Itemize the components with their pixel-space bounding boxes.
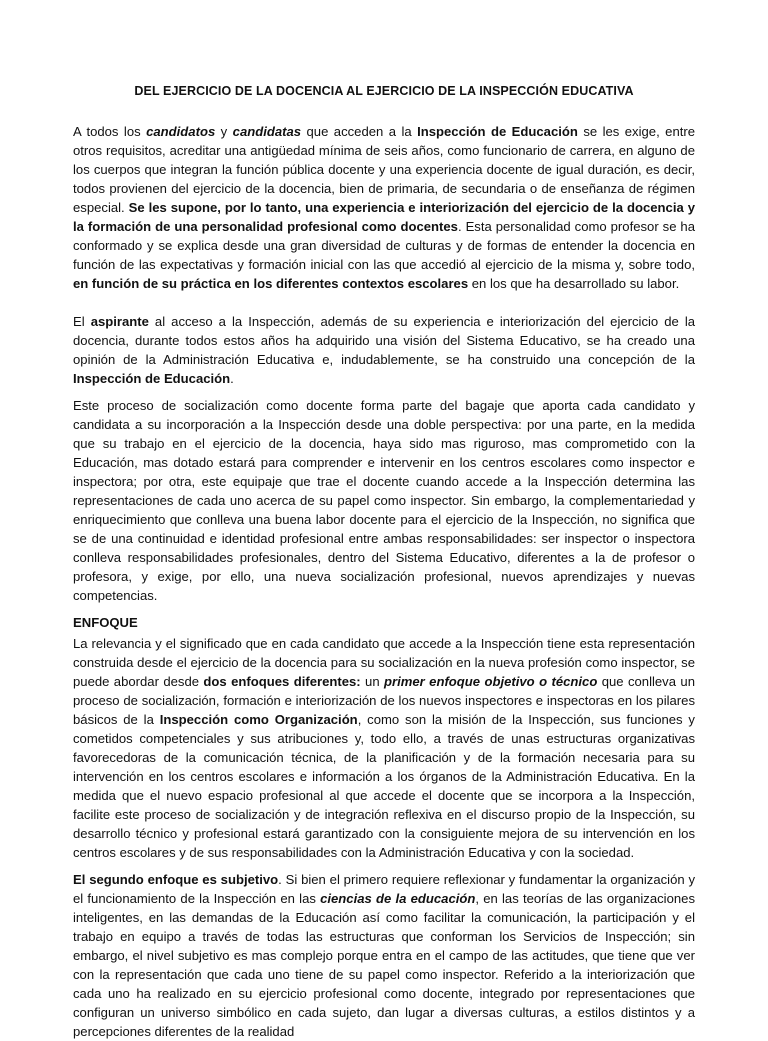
section-heading-enfoque: ENFOQUE (73, 615, 138, 630)
bold-funcion-practica: en función de su práctica en los diferentes contextos escolares (73, 276, 469, 291)
text-run: y (215, 124, 233, 139)
bold-segundo-enfoque: El segundo enfoque es subjetivo (73, 872, 279, 887)
text-run: se les exige, entre otros requisitos, acreditar una antigüedad mínima de seis años, como funcionario de carrera, en alguno de los cuerpos que integran la función pública docente y una experiencia docente de igual duración, es decir, todos provienen del ejercicio de la docencia, bien de primaria, de secundaria o de enseñanza de régimen especial. (73, 124, 696, 215)
text-run: que acceden a la (301, 124, 418, 139)
bold-inspeccion-educacion: Inspección de Educación (73, 371, 231, 386)
emphasis-candidatas: candidatas (232, 124, 302, 139)
text-run: en los que ha desarrollado su labor. (468, 276, 680, 291)
paragraph-candidatos (73, 122, 695, 293)
bold-inspeccion-organizacion: Inspección como Organización (159, 712, 358, 727)
text-run: El (73, 314, 91, 329)
text-run: . Esta personalidad como profesor se ha conformado y se explica desde una gran diversidad de culturas y de formas de entender la docencia en función de las expectativas y formación inicial con las que accedió al ejercicio de la misma y, sobre todo, (73, 219, 695, 272)
emphasis-candidatos: candidatos (146, 124, 216, 139)
text-run: un (360, 674, 385, 689)
text-run: que conlleva un proceso de socialización, formación e interiorización de los nuevos inspectores e inspectoras en los pilares básicos de la (73, 674, 695, 727)
text-run: , en las teorías de las organizaciones inteligentes, en las demandas de la Educación así como facilitar la comunicación, la participación y el trabajo en equipo a través de todas las estructuras que conforman los Servicios de Inspección; sin embargo, el nivel subjetivo es mas complejo porque entra en el campo de las actitudes, que tiene que ver con la representación que cada uno tiene de su papel como inspector. Referido a la interiorización que cada uno ha realizado en su ejercicio profesional como docente, integrado por representaciones que configuran un universo simbólico en cada sujeto, dan lugar a diversas culturas, a estilos distintos y a percepciones diferentes de la realidad (73, 891, 695, 1039)
text-run: . Si bien el primero requiere reflexionar y fundamentar la organización y el funcionamiento de la Inspección en las (73, 872, 696, 906)
emphasis-ciencias-educacion: ciencias de la educación (320, 891, 476, 906)
bold-dos-enfoques: dos enfoques diferentes: (203, 674, 361, 689)
text-run: A todos los (73, 124, 147, 139)
text-run: al acceso a la Inspección, además de su experiencia e interiorización del ejercicio de la docencia, durante todos estos años ha adquirido una visión del Sistema Educativo, se ha creado una opinión de la Administración Educativa e, indudablemente, se ha construido una concepción de la (73, 314, 696, 367)
document-page (73, 84, 695, 1041)
paragraph-aspirante (73, 312, 695, 388)
text-run: , como son la misión de la Inspección, sus funciones y cometidos competenciales y sus atribuciones y, todo ello, a través de unas estructuras organizativas favorecedoras de la comunicación técnica, de la planificación y de la formación necesaria para su intervención en los centros escolares e información a los órganos de la Administración Educativa. En la medida que el nuevo espacio profesional al que accede el docente que se incorpora a la Inspección, facilite este proceso de socialización y de integración reflexiva en el discurso propio de la Inspección, su desarrollo técnico y profesional estará garantizado con la consiguiente mejora de su intervención en los centros escolares y de sus responsabilidades con la Administración Educativa y con la sociedad. (73, 712, 695, 860)
text-run: La relevancia y el significado que en cada candidato que accede a la Inspección tiene esta representación construida desde el ejercicio de la docencia para su socialización en la nueva profesión como inspector, se puede abordar desde (73, 636, 695, 689)
paragraph-segundo-enfoque (73, 870, 695, 1041)
bold-inspeccion-educacion: Inspección de Educación (417, 124, 578, 139)
text-run: . (230, 371, 234, 386)
bold-se-les-supone: Se les supone, por lo tanto, una experiencia e interiorización del ejercicio de la docencia y la formación de una personalidad profesional como docentes (73, 200, 695, 234)
paragraph-relevancia (73, 634, 695, 862)
document-title: DEL EJERCICIO DE LA DOCENCIA AL EJERCICIO DE LA INSPECCIÓN EDUCATIVA (134, 84, 634, 98)
emphasis-primer-enfoque: primer enfoque objetivo o técnico (384, 674, 598, 689)
paragraph-socializacion: Este proceso de socialización como docente forma parte del bagaje que aporta cada candidato y candidata a su incorporación a la Inspección desde una doble perspectiva: por una parte, en la medida que su trabajo en el ejercicio de la docencia, haya sido mas riguroso, mas comprometido con la Educación, mas dotado estará para comprender e intervenir en los centros escolares como inspector e inspectora; por otra, este equipaje que trae el docente cuando accede a la Inspección determina las representaciones de cada uno acerca de su papel como inspector. Sin embargo, la complementariedad y enriquecimiento que conlleva una buena labor docente para el ejercicio de la Inspección, no significa que se de una continuidad e identidad profesional entre ambas responsabilidades: ser inspector o inspectora conlleva responsabilidades profesionales, dentro del Sistema Educativo, diferentes a la de profesor o profesora, y exige, por ello, una nueva socialización profesional, nuevos aprendizajes y nuevas competencias. (73, 398, 695, 603)
bold-aspirante: aspirante (90, 314, 149, 329)
